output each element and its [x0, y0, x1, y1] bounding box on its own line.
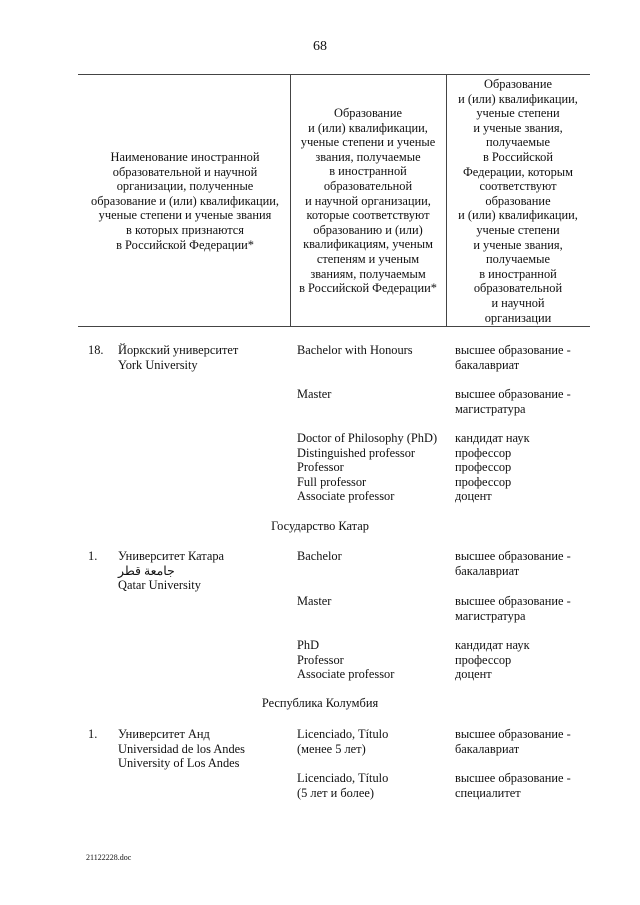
institution-name [118, 549, 224, 593]
header-line: в Российской [482, 149, 553, 164]
header-line: образование [485, 193, 551, 208]
institution-name [118, 343, 238, 372]
foreign-qualification-line: Licenciado, Título [297, 727, 389, 741]
header-line: Федерации, которым [463, 164, 573, 179]
russian-equivalent-line: профессор [455, 652, 512, 667]
header-line: ученые степени [476, 222, 560, 237]
header-col-foreign-organization [82, 150, 288, 252]
russian-equivalent-line: бакалавриат [455, 563, 520, 578]
foreign-qualification-line: Master [297, 387, 332, 401]
country-heading: Республика Колумбия [261, 696, 379, 710]
header-line: Наименование иностранной [110, 150, 260, 164]
header-col-foreign-qualification [292, 106, 444, 296]
foreign-qualification [297, 387, 331, 402]
header-line: и научной [491, 295, 545, 310]
foreign-qualification-line: Distinguished professor [297, 445, 416, 460]
russian-equivalent-line: высшее образование - [455, 549, 571, 563]
header-line: в иностранной [479, 266, 557, 281]
header-line: получаемые [486, 252, 550, 267]
russian-equivalent-line: доцент [455, 667, 492, 682]
header-line: Образование [334, 106, 402, 120]
russian-equivalent-line: кандидат наук [455, 431, 530, 445]
foreign-qualification-line: Bachelor [297, 549, 342, 563]
foreign-qualification-line: Master [297, 594, 332, 608]
foreign-qualification-line: PhD [297, 638, 320, 652]
russian-equivalent-line: профессор [455, 474, 512, 489]
header-line: и ученые звания, [473, 237, 563, 252]
header-line: и (или) квалификации, [308, 120, 428, 135]
russian-equivalent [455, 771, 571, 800]
russian-equivalent [455, 594, 571, 623]
header-line: степеням и ученым [316, 251, 420, 266]
header-line: ученые степени и ученые звания [98, 208, 272, 223]
foreign-qualification-line: Professor [297, 460, 344, 475]
header-line: организации, полученные [116, 179, 254, 194]
header-line: образованию и (или) [313, 222, 423, 237]
institution-name-line: Университет Катара [118, 549, 225, 563]
russian-equivalent-line: высшее образование - [455, 727, 571, 741]
institution-name-line: York University [118, 357, 198, 372]
header-line: и (или) квалификации, [458, 208, 578, 223]
russian-equivalent-line: доцент [455, 489, 492, 504]
table-header-bottom-rule [78, 326, 590, 327]
russian-equivalent-line: магистратура [455, 608, 526, 623]
header-line: в иностранной [329, 164, 407, 179]
russian-equivalent-line: профессор [455, 445, 512, 460]
foreign-qualification [297, 594, 331, 609]
institution-name [118, 727, 245, 771]
russian-equivalent [455, 727, 571, 756]
header-line: ученые степени и ученые [300, 135, 436, 150]
foreign-qualification [297, 343, 413, 358]
header-line: в которых признаются [126, 222, 244, 237]
header-line: в Российской Федерации* [299, 281, 437, 296]
header-line: Образование [484, 77, 552, 91]
foreign-qualification [297, 549, 342, 564]
foreign-qualification [297, 771, 388, 800]
header-column-divider [290, 74, 291, 326]
russian-equivalent [455, 387, 571, 416]
document-filename: 21122228.doc [86, 853, 132, 862]
header-line: которые соответствуют [306, 208, 430, 223]
russian-equivalent [455, 343, 571, 372]
row-number: 18. [88, 343, 104, 357]
foreign-qualification-line: Bachelor with Honours [297, 343, 413, 357]
country-heading: Государство Катар [271, 519, 369, 533]
institution-name-line: Universidad de los Andes [118, 741, 245, 756]
foreign-qualification-line: Professor [297, 652, 344, 667]
russian-equivalent-line: высшее образование - [455, 343, 571, 357]
russian-equivalent-line: высшее образование - [455, 387, 571, 401]
foreign-qualification [297, 431, 437, 504]
russian-equivalent [455, 549, 571, 578]
russian-equivalent [455, 431, 530, 504]
foreign-qualification [297, 727, 388, 756]
header-line: образование и (или) квалификации, [91, 193, 279, 208]
header-line: соответствуют [479, 179, 557, 194]
institution-name-arabic: جامعة قطر [118, 563, 175, 578]
header-col-russian-qualification [448, 77, 588, 325]
russian-equivalent-line: высшее образование - [455, 771, 571, 785]
header-line: образовательной [473, 281, 563, 296]
header-line: в Российской Федерации* [116, 237, 254, 252]
institution-name-line: Университет Анд [118, 727, 210, 741]
header-line: квалификациям, ученым [303, 237, 433, 252]
foreign-qualification-line: (5 лет и более) [297, 785, 374, 800]
institution-name-line: Йоркский университет [118, 343, 239, 357]
foreign-qualification-line: Associate professor [297, 667, 395, 682]
row-number: 1. [88, 549, 98, 563]
foreign-qualification-line: Licenciado, Título [297, 771, 389, 785]
table-top-rule [78, 74, 590, 75]
russian-equivalent-line: профессор [455, 460, 512, 475]
row-number: 1. [88, 727, 98, 741]
header-line: ученые степени [476, 106, 560, 121]
russian-equivalent [455, 638, 530, 682]
institution-name-line: University of Los Andes [118, 756, 240, 771]
foreign-qualification-line: Associate professor [297, 489, 395, 504]
russian-equivalent-line: магистратура [455, 401, 526, 416]
russian-equivalent-line: бакалавриат [455, 741, 520, 756]
header-line: званиям, получаемым [310, 266, 426, 281]
russian-equivalent-line: высшее образование - [455, 594, 571, 608]
header-line: получаемые [486, 135, 550, 150]
institution-name-line: Qatar University [118, 578, 201, 593]
header-line: образовательной [323, 178, 413, 193]
foreign-qualification [297, 638, 394, 682]
page-number: 68 [313, 39, 327, 54]
russian-equivalent-line: кандидат наук [455, 638, 530, 652]
russian-equivalent-line: бакалавриат [455, 357, 520, 372]
foreign-qualification-line: Full professor [297, 474, 367, 489]
foreign-qualification-line: Doctor of Philosophy (PhD) [297, 431, 438, 445]
header-line: и научной организации, [305, 193, 431, 208]
header-line: звания, получаемые [315, 149, 421, 164]
header-line: и (или) квалификации, [458, 91, 578, 106]
header-line: и ученые звания, [473, 120, 563, 135]
russian-equivalent-line: специалитет [455, 785, 521, 800]
foreign-qualification-line: (менее 5 лет) [297, 741, 366, 756]
header-line: образовательной и научной [112, 164, 258, 179]
header-line: организации [484, 310, 552, 325]
header-column-divider [446, 74, 447, 326]
